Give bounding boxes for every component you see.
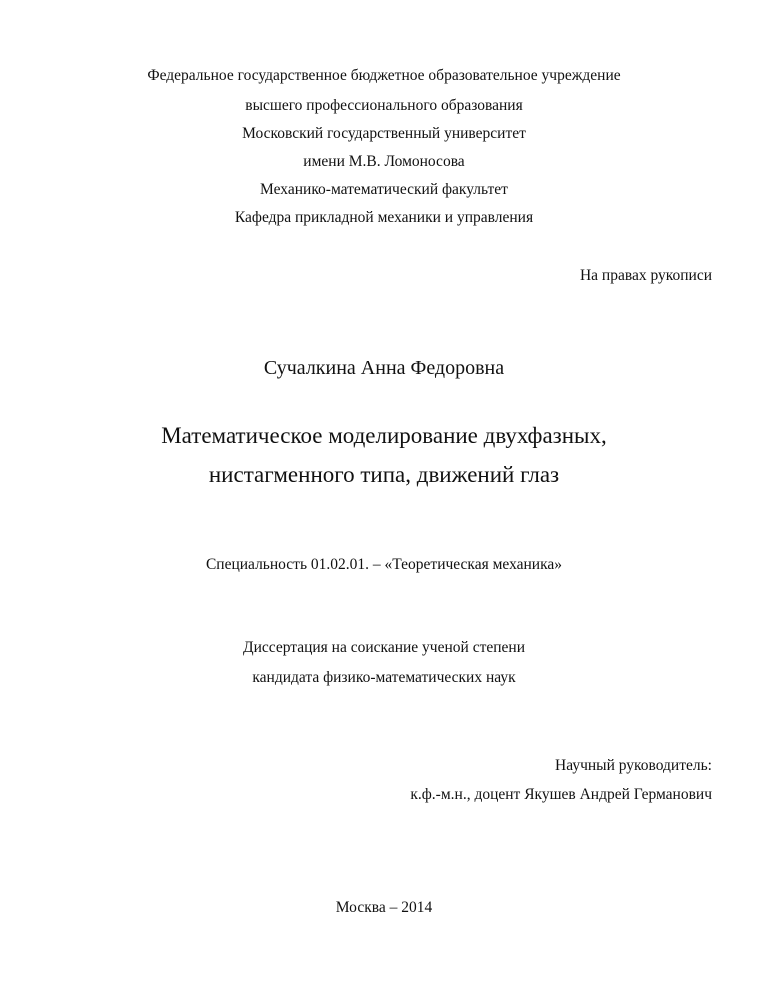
dissertation-line-1: Диссертация на соискание ученой степени [243,639,525,656]
dissertation-line-2: кандидата физико-математических наук [252,669,516,686]
faculty-name: Механико-математический факультет [260,181,508,198]
thesis-title-line-1: Математическое моделирование двухфазных, [161,423,607,448]
institution-line-1: Федеральное государственное бюджетное образовательное учреждение [147,67,621,84]
place-year: Москва – 2014 [335,899,433,916]
manuscript-note: На правах рукописи [579,267,712,284]
author-name: Сучалкина Анна Федоровна [263,357,505,379]
department-name: Кафедра прикладной механики и управления [234,209,534,226]
institution-line-2: высшего профессионального образования [245,97,523,114]
university-name-2: имени М.В. Ломоносова [303,153,465,170]
thesis-title-line-2: нистагменного типа, движений глаз [208,462,560,487]
university-name: Московский государственный университет [242,125,526,142]
supervisor-label: Научный руководитель: [555,757,712,774]
supervisor-name: к.ф.-м.н., доцент Якушев Андрей Германович [410,786,712,803]
specialty: Специальность 01.02.01. – «Теоретическая механика» [205,556,563,573]
